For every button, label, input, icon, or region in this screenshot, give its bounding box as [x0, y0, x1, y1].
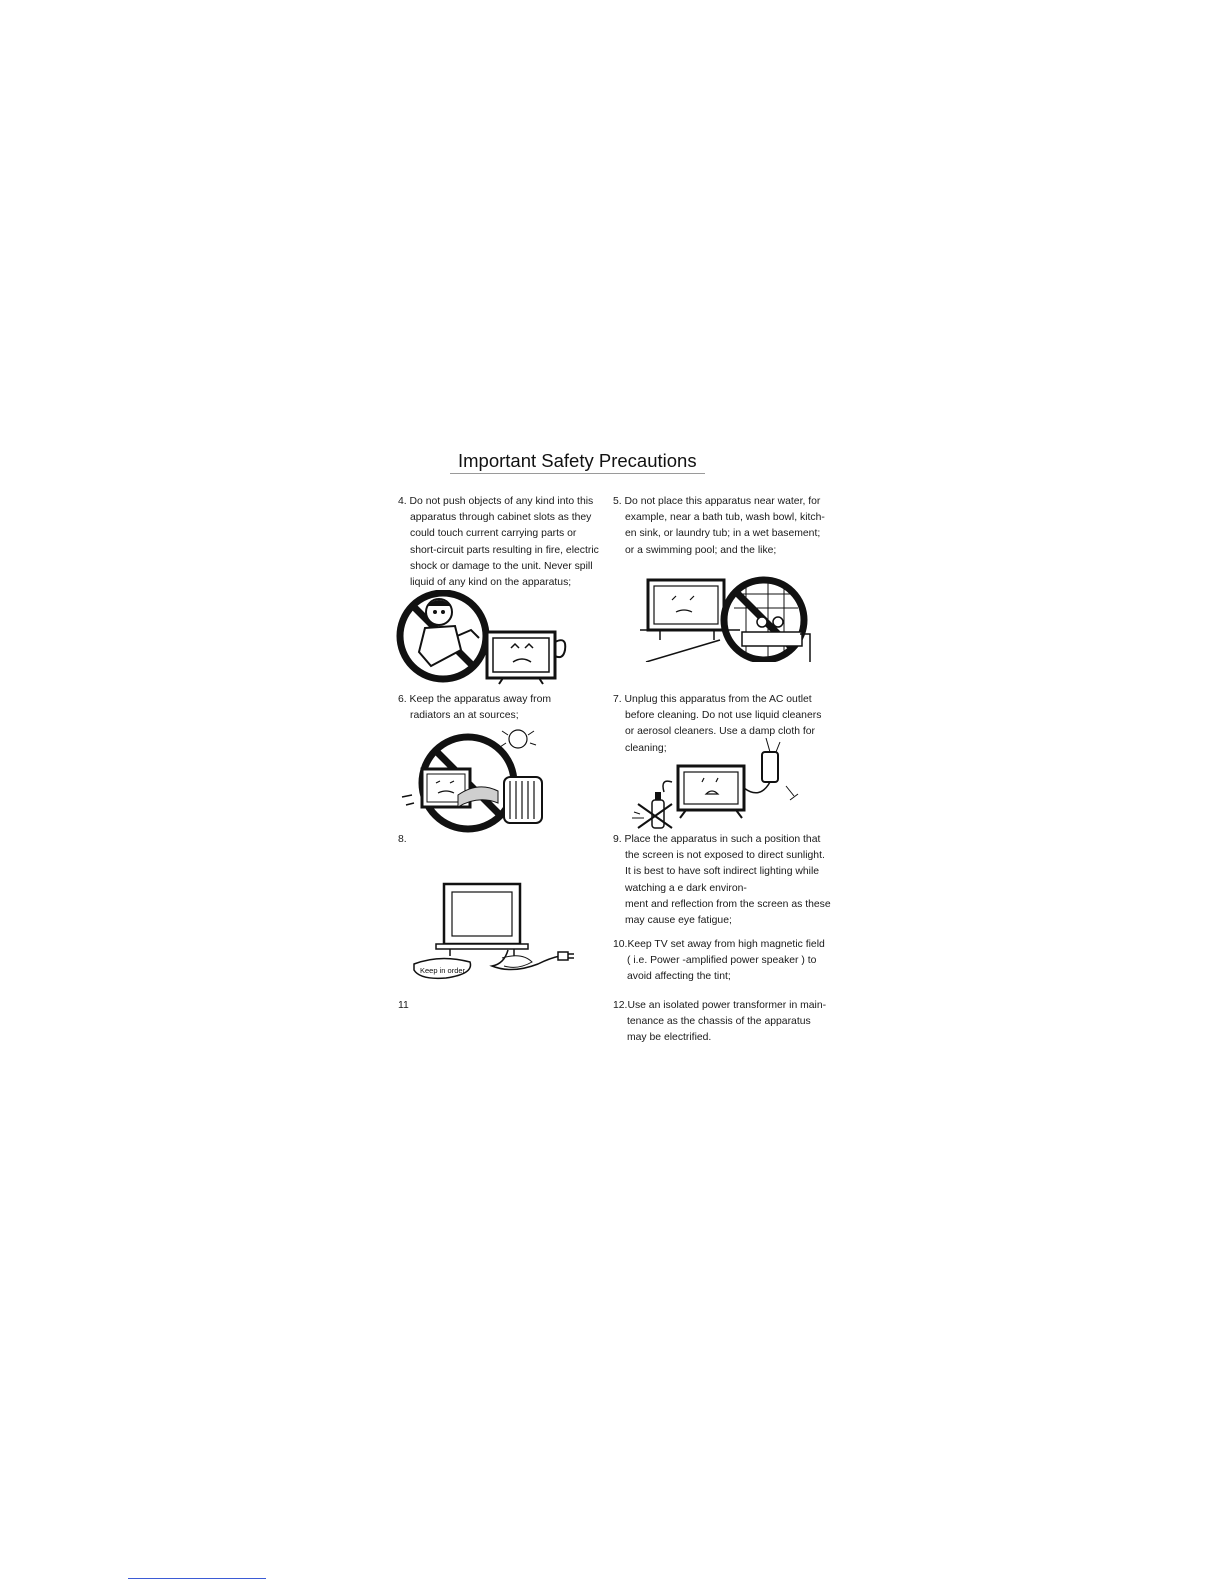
precaution-item-12 — [613, 998, 826, 1047]
precaution-item-10 — [613, 937, 825, 986]
item-8-line-1: 8. — [398, 834, 407, 845]
precaution-item-4 — [398, 494, 599, 591]
precaution-item-8 — [398, 832, 407, 848]
item-4-line-3: could touch current carrying parts or — [410, 528, 577, 540]
item-9-line-3: It is best to have soft indirect lighting while — [625, 866, 820, 878]
illustration-no-water — [630, 572, 812, 662]
item-10-line-2: ( i.e. Power -amplified power speaker ) to — [627, 955, 817, 967]
item-4-line-2: apparatus through cabinet slots as they — [410, 512, 592, 524]
item-4-line-5: shock or damage to the unit. Never spill — [410, 560, 593, 572]
illustration-no-heat — [398, 725, 550, 833]
item-4-line-1: 4. Do not push objects of any kind into this — [398, 496, 594, 507]
page-title: Important Safety Precautions — [458, 450, 697, 471]
item-5-line-2: example, near a bath tub, wash bowl, kitch- — [625, 512, 825, 524]
item-7-line-4: cleaning; — [625, 742, 667, 754]
item-12-line-3: may be electrified. — [627, 1032, 712, 1044]
item-7-line-1: 7. Unplug this apparatus from the AC outlet — [613, 694, 812, 705]
illustration-no-objects — [395, 590, 575, 686]
item-12-line-1: 12.Use an isolated power transformer in main- — [613, 1000, 827, 1011]
item-10-line-3: avoid affecting the tint; — [627, 971, 731, 983]
item-6-line-2: radiators an at sources; — [410, 710, 519, 722]
item-4-line-4: short-circuit parts resulting in fire, electric — [410, 544, 599, 556]
footer-rule — [128, 1578, 266, 1579]
precaution-item-9 — [613, 832, 831, 929]
item-5-line-1: 5. Do not place this apparatus near water, for — [613, 496, 821, 507]
item-9-line-1: 9. Place the apparatus in such a position that — [613, 834, 821, 845]
item-4-line-6: liquid of any kind on the apparatus; — [410, 577, 572, 589]
item-6-line-1: 6. Keep the apparatus away from — [398, 694, 552, 705]
item-9-line-6: may cause eye fatigue; — [625, 915, 732, 927]
item-12-line-2: tenance as the chassis of the apparatus — [627, 1016, 811, 1028]
keep-in-order-label: Keep in order — [420, 966, 466, 975]
item-11-line-1: 11 — [398, 1000, 409, 1011]
item-5-line-3: en sink, or laundry tub; in a wet basement; — [625, 528, 821, 540]
precaution-item-11 — [398, 998, 409, 1014]
item-7-line-3: or aerosol cleaners. Use a damp cloth for — [625, 726, 816, 738]
item-9-line-4: watching a e dark environ- — [625, 882, 747, 894]
illustration-cord-order — [412, 878, 578, 988]
title-underline — [450, 473, 705, 474]
item-10-line-1: 10.Keep TV set away from high magnetic field — [613, 939, 825, 950]
item-5-line-4: or a swimming pool; and the like; — [625, 544, 777, 556]
item-9-line-5: ment and reflection from the screen as these — [625, 898, 831, 910]
item-7-line-2: before cleaning. Do not use liquid cleaners — [625, 710, 822, 722]
item-9-line-2: the screen is not exposed to direct sunlight. — [625, 850, 825, 862]
precaution-item-6 — [398, 692, 551, 724]
illustration-unplug-clean — [630, 738, 800, 834]
precaution-item-5 — [613, 494, 825, 559]
